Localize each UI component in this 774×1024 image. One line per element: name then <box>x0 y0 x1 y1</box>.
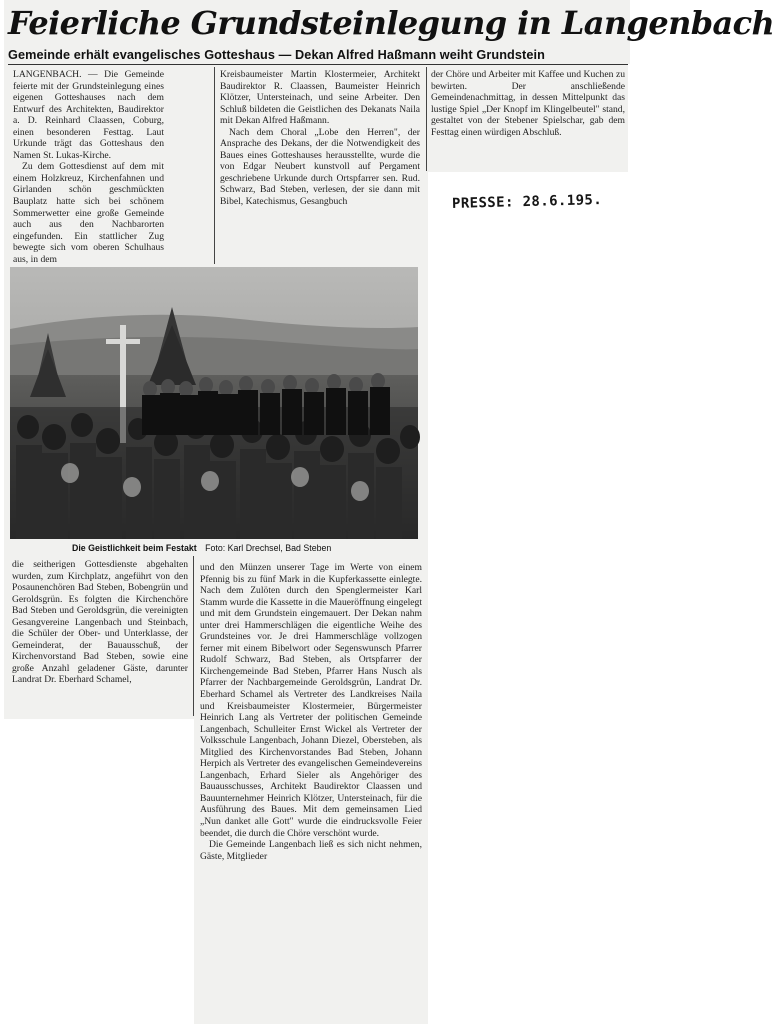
paragraph: LANGENBACH. — Die Gemeinde feierte mit der Grundsteinlegung eines eigenen Gotteshauses nach dem Entwurf des Architekten, Baudirektor a. D. Reinhard Claassen, Coburg, einen besonderen Festtag. Laut Urkunde trägt das Gotteshaus den Namen St. Lukas-Kirche. <box>13 69 164 161</box>
article-column-3 <box>431 69 625 138</box>
paragraph: Zu dem Gottesdienst auf dem mit einem Holzkreuz, Kirchenfahnen und Girlanden schön geschmückten Bauplatz hatte sich bei schönem Sommerwetter eine große Gemeinde auch aus den Nachbarorten eingefunden. Ein stattlicher Zug bewegte sich vom oberen Schulhaus aus, in dem <box>13 161 164 265</box>
paragraph: und den Münzen unserer Tage im Werte von einem Pfennig bis zu fünf Mark in die Kupferkassette einlegte. Nach dem Zulöten durch den Spenglermeister Karl Stamm wurde die Kassette in die Maueröffnung eingelegt und mit dem Grundstein eingemauert. Der Dekan nahm unter drei Hammerschlägen die eigentliche Weihe des Grundsteines vor. Je drei Hammerschläge vollzogen ferner mit einem Bibelwort oder Segenswunsch Pfarrer Rudolf Schwarz, Bad Steben, als Ortspfarrer der Kirchengemeinde Bad Steben, Pfarrer Hans Nusch als Pfarrer der Nachbargemeinde Geroldsgrün, Landrat Dr. Eberhard Schamel als Vertreter des Landkreises Naila und Kreisbaumeister Klostermeier, Bürgermeister Heinrich Lang als Vertreter der politischen Gemeinde Langenbach, Schulleiter Ernst Wickel als Vertreter der Volksschule Langenbach, Johann Diezel, Obersteben, als Mitglied des Kirchenvorstandes Bad Steben, Johann Herpich als Vertreter des evangelischen Gemeindevereins Langenbach, Erhard Sieler als Angehöriger des Bauausschusses, Architekt Baudirektor Claassen und Bauunternehmer Heinrich Klötzer, Untersteinach, für die Ausführung des Baues. Mit dem gemeinsamen Lied „Nun danket alle Gott" wurde die eindrucksvolle Feier beendet, die durch die Chöre verschönt wurde. <box>200 562 422 839</box>
column-divider <box>193 556 194 716</box>
article-column-1 <box>13 69 164 265</box>
article-column-5 <box>200 562 422 862</box>
paragraph: der Chöre und Arbeiter mit Kaffee und Kuchen zu bewirten. Der anschließende Gemeindenachmittag, in dessen Mittelpunkt das lustige Spiel „Der Knopf im Klingelbeutel" stand, gestaltet von der Stebener Spielschar, gab dem Festtag einen würdigen Abschluß. <box>431 69 625 138</box>
headline: Feierliche Grundsteinlegung in Langenbach <box>8 4 774 42</box>
subheadline: Gemeinde erhält evangelisches Gotteshaus — Dekan Alfred Haßmann weiht Grundstein <box>8 48 546 62</box>
ceremony-photo <box>10 267 418 539</box>
photo-credit: Foto: Karl Drechsel, Bad Steben <box>205 543 332 553</box>
archive-date-stamp: PRESSE: 28.6.195. <box>451 192 603 212</box>
header-rule <box>8 64 628 65</box>
caption-text: Die Geistlichkeit beim Festakt <box>72 543 197 553</box>
column-divider <box>426 67 427 171</box>
article-column-4 <box>12 559 188 686</box>
article-column-2 <box>220 69 420 208</box>
crowd-illustration <box>10 267 418 539</box>
paragraph: Kreisbaumeister Martin Klostermeier, Architekt Baudirektor R. Claassen, Baumeister Heinrich Klötzer, Untersteinach, und seine Arbeiter. Den Schluß bildeten die Geistlichen des Dekanats Naila mit Dekan Alfred Haßmann. <box>220 69 420 127</box>
paragraph: die seitherigen Gottesdienste abgehalten wurden, zum Kirchplatz, angeführt von den Posaunenchören Bad Steben, Bobengrün und Geroldsgrün. Es folgten die Kirchenchöre Bad Steben und Geroldsgrün, die vereinigten Gesangvereine Langenbach und Steinbach, die Schüler der Ober- und Unterklasse, der Gemeinderat, der Bauausschuß, der Kirchenvorstand Bad Steben, sowie eine große Anzahl geladener Gäste, darunter Landrat Dr. Eberhard Schamel, <box>12 559 188 686</box>
paragraph: Nach dem Choral „Lobe den Herren", der Ansprache des Dekans, der die Notwendigkeit des Baues eines Gotteshauses herausstellte, wurde die von Edgar Neubert kunstvoll auf Pergament geschriebene Urkunde durch Ortspfarrer sen. Rud. Schwarz, Bad Steben, verlesen, der sie dann mit Bibel, Katechismus, Gesangbuch <box>220 126 420 208</box>
photo-caption <box>72 543 331 554</box>
paragraph: Die Gemeinde Langenbach ließ es sich nicht nehmen, Gäste, Mitglieder <box>200 839 422 862</box>
column-divider <box>214 67 215 264</box>
